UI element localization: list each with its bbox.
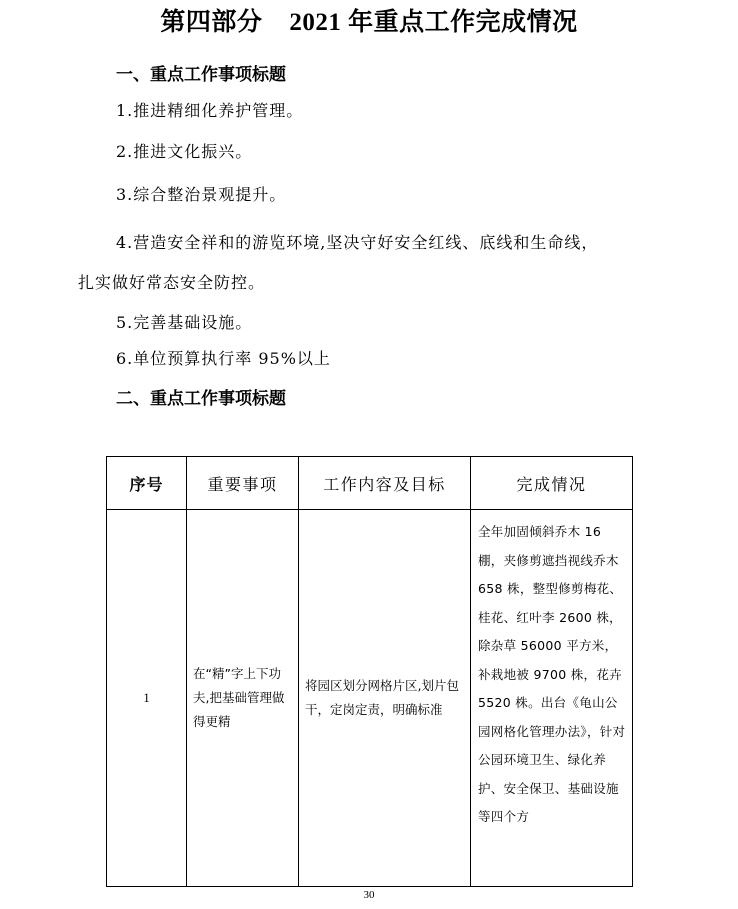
page-title: 第四部分 2021 年重点工作完成情况 [160,9,578,36]
table-header-row [107,457,633,510]
list-item-3: 3.综合整治景观提升。 [116,185,287,204]
list-item-1: 1.推进精细化养护管理。 [116,101,304,120]
header-completion: 完成情况 [471,457,633,510]
table-row [107,510,633,887]
header-content: 工作内容及目标 [299,457,471,510]
cell-content: 将园区划分网格片区,划片包干，定岗定责，明确标准 [299,510,471,887]
work-table [106,456,633,887]
cell-seq: 1 [107,510,187,887]
section-heading-1: 一、重点工作事项标题 [116,65,286,85]
list-item-4: 4.营造安全祥和的游览环境,坚决守好安全红线、底线和生命线， [116,233,599,252]
cell-item: 在“精”字上下功夫,把基础管理做得更精 [187,510,299,887]
cell-completion: 全年加固倾斜乔木 16 棚，夹修剪遮挡视线乔木 658 株，整型修剪梅花、桂花、红叶李 2600 株，除杂草 56000 平方米，补栽地被 9700 株，花卉 5520 株。出台《龟山公园网格化管理办法》，针对公园环境卫生、绿化养护、安全保卫、基础设施等四个方 [471,510,633,887]
header-seq: 序号 [107,457,187,510]
list-item-4-continued: 扎实做好常态安全防控。 [78,273,266,292]
section-heading-2: 二、重点工作事项标题 [116,389,286,409]
list-item-5: 5.完善基础设施。 [116,313,253,332]
header-item: 重要事项 [187,457,299,510]
list-item-2: 2.推进文化振兴。 [116,142,253,161]
list-item-6: 6.单位预算执行率 95%以上 [116,349,331,368]
page-number: 30 [363,889,375,901]
